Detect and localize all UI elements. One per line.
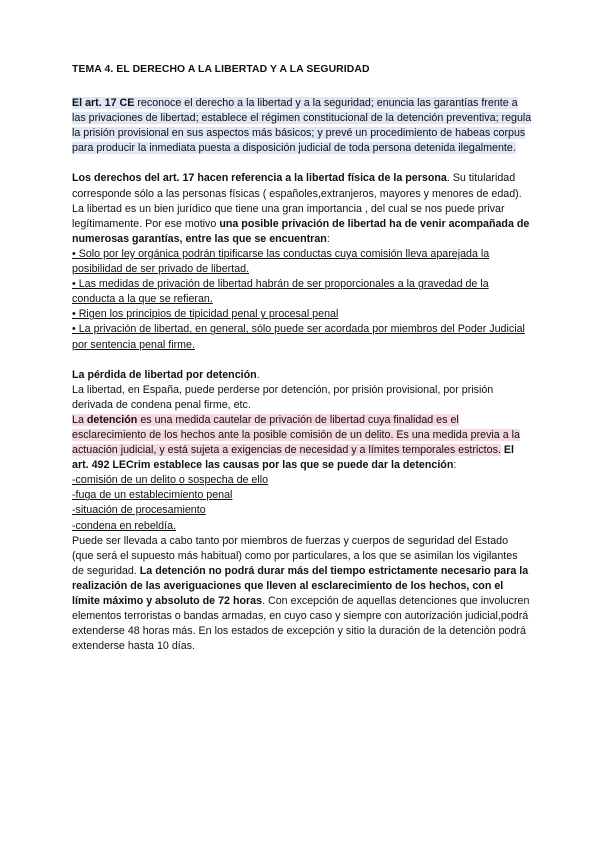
duracion-text-2: . Con excepción de aquellas detenciones que involucren elementos terroristas o bandas armadas, en cuyo caso y siempre con autorización judicial,podrá extenderse 48 horas más. En los estados de excepción y sitio la duración de la detención podrá extenderse hasta 10 días.	[72, 595, 530, 653]
paragraph-detencion	[72, 413, 532, 473]
art492-lead: El art. 492 LECrim establece las causas por las que se puede dar la detención	[72, 444, 515, 472]
highlight-art17	[72, 97, 531, 154]
guarantee-item-3: • Rigen los principios de tipicidad penal y procesal penal	[72, 308, 339, 321]
paragraph-art17	[72, 96, 532, 156]
derechos-text-1: . Su titularidad corresponde sólo a las personas físicas ( españoles,extranjeros, mayores y menores de edad). La libertad es un bien jurídico que tiene una gran importancia , del cual se nos puede privar legítimamente. Por ese motivo	[72, 172, 522, 230]
derechos-text-2: :	[326, 232, 330, 245]
art17-lead: El art. 17 CE	[72, 97, 135, 110]
heading-perdida-libertad	[72, 368, 532, 383]
cause-item-2: -fuga de un establecimiento penal	[72, 489, 233, 502]
detencion-bold: detención	[86, 413, 138, 426]
paragraph-derechos	[72, 171, 532, 246]
guarantee-item-1: • Solo por ley orgánica podrán tipificarse las conductas cuya comisión lleva aparejada la posibilidad de ser privado de libertad.	[72, 247, 490, 276]
duracion-text-1: Puede ser llevada a cabo tanto por miembros de fuerzas y cuerpos de seguridad del Estado (que será el supuesto más habitual) como por particulares, a los que se asimilan los vigilantes de seguridad.	[72, 534, 518, 577]
document-body	[72, 62, 532, 654]
derechos-lead: Los derechos del art. 17 hacen referencia a la libertad física de la persona	[72, 172, 447, 185]
spacer	[72, 353, 532, 368]
paragraph-perdida: La libertad, en España, puede perderse por detención, por prisión provisional, por prisión derivada de condena penal firme, etc.	[72, 383, 494, 411]
detencion-text: es una medida cautelar de privación de libertad cuya finalidad es el esclarecimiento de los hechos ante la posible comisión de un delito. Es una medida previa a la actuación judicial, y está sujeta a exigencias de necesidad y a límites temporales estrictos.	[72, 413, 520, 457]
duracion-bold: La detención no podrá durar más del tiempo estrictamente necesario para la realización de las averiguaciones que lleven al esclarecimiento de los hechos, con el límite máximo y absoluto de 72 horas	[72, 564, 529, 607]
document-title: TEMA 4. EL DERECHO A LA LIBERTAD Y A LA SEGURIDAD	[72, 64, 370, 75]
guarantee-item-2: • Las medidas de privación de libertad habrán de ser proporcionales a la gravedad de la conducta a la que se refieran.	[72, 278, 489, 306]
art492-end: :	[453, 459, 457, 472]
cause-item-3: -situación de procesamiento	[72, 504, 206, 517]
causes-list	[72, 473, 532, 533]
art17-text: reconoce el derecho a la libertad y a la seguridad; enuncia las garantías frente a las privaciones de libertad; establece el régimen constitucional de la detención preventiva; regula la prisión provisional en sus aspectos más básicos; y prevé un procedimiento de habeas corpus para producir la inmediata puesta a disposición judicial de toda persona detenida ilegalmente.	[72, 97, 532, 155]
cause-item-4: -condena en rebeldía.	[72, 519, 176, 532]
guarantees-list	[72, 247, 532, 353]
derechos-bold-2: una posible privación de libertad ha de venir acompañada de numerosas garantías, entre las que se encuentran	[72, 217, 530, 245]
spacer	[72, 156, 532, 171]
detencion-pre: La	[72, 413, 87, 426]
perdida-heading-end: .	[256, 368, 260, 381]
guarantee-item-4: • La privación de libertad, en general, sólo puede ser acordada por miembros del Poder Judicial por sentencia penal firme.	[72, 323, 525, 351]
paragraph-duracion	[72, 534, 532, 655]
perdida-heading: La pérdida de libertad por detención	[72, 368, 257, 381]
highlight-detencion	[72, 414, 520, 456]
cause-item-1: -comisión de un delito o sospecha de ello	[72, 474, 269, 487]
